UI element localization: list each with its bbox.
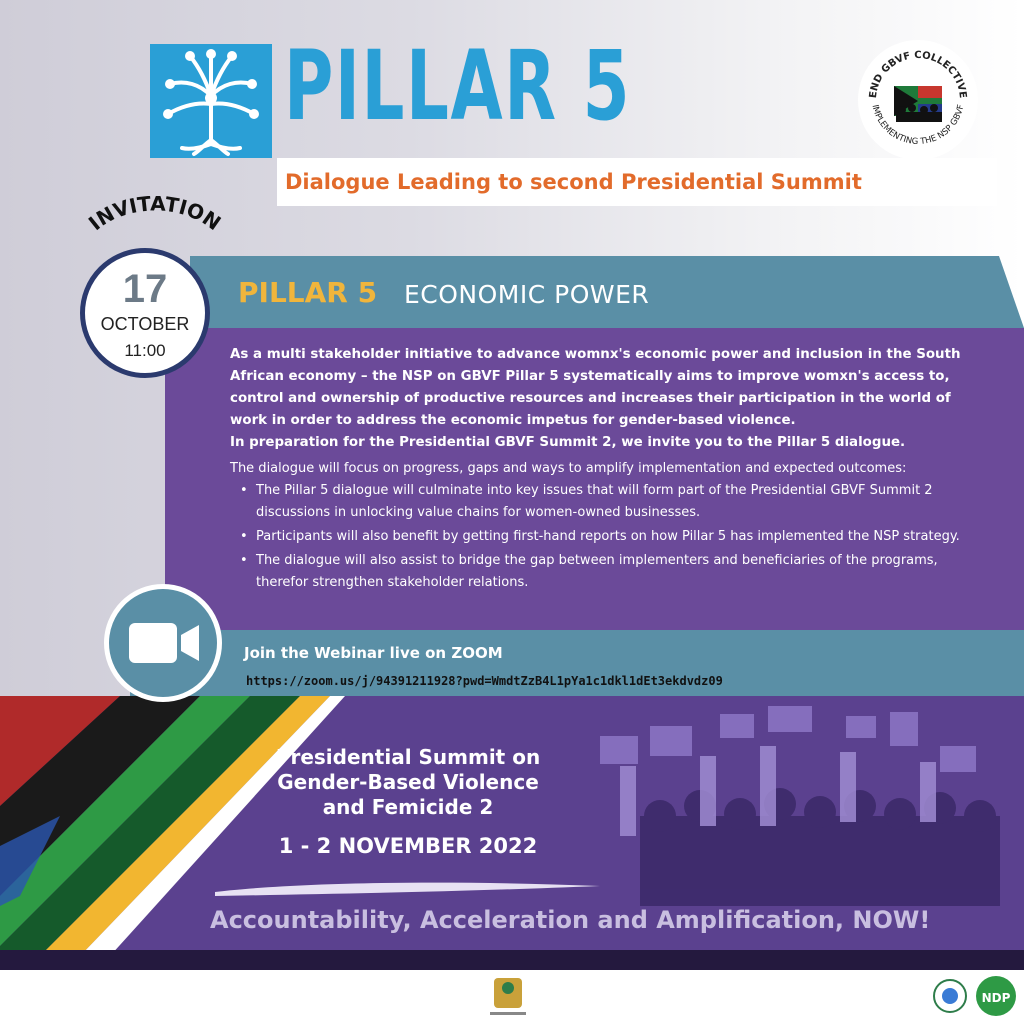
summit-title-line-1: Presidential Summit on [275,745,541,769]
divider-strip [0,950,1024,970]
zoom-badge [104,584,222,702]
event-time: 11:00 [124,341,166,360]
summit-title-line-3: and Femicide 2 [322,795,494,819]
svg-text:NDP: NDP [981,991,1011,1005]
ndp-2030-logo-icon [976,976,1016,1016]
summit-tagline: Accountability, Acceleration and Amplification, NOW! [210,906,931,934]
svg-text:END GBVF COLLECTIVE: END GBVF COLLECTIVE [867,49,969,99]
footer-logos [0,970,1024,1024]
summit-title-line-2: Gender-Based Violence [277,770,539,794]
event-month: OCTOBER [100,314,190,334]
department-seal-icon [934,980,966,1012]
end-gbvf-collective-logo [858,40,978,160]
zoom-label: Join the Webinar live on ZOOM [244,644,503,662]
svg-text:IMPLEMENTING THE NSP GBVF: IMPLEMENTING THE NSP GBVF [869,103,967,148]
list-item: • The dialogue will also assist to bridge the gap between implementers and beneficiaries of the programs, therefor strengthen stakeholder relations. [240,550,990,594]
banner-topic-label: ECONOMIC POWER [404,280,650,309]
pillar-tree-logo [150,44,272,158]
footer [0,970,1024,1024]
summit-date: 1 - 2 NOVEMBER 2022 [278,834,538,858]
page-subtitle: Dialogue Leading to second Presidential Summit [285,170,862,194]
zoom-link[interactable]: https://zoom.us/j/94391211928?pwd=WmdtZzB4L1pYa1c1dkl1dEt3ekdvdz09 [246,674,723,688]
page-title: PILLAR 5 [284,30,632,142]
outcomes-list [240,480,990,594]
list-item: • The Pillar 5 dialogue will culminate into key issues that will form part of the Presidential GBVF Summit 2 discussions in unlocking value chains for women-owned businesses. [240,480,990,524]
preparation-paragraph: In preparation for the Presidential GBVF Summit 2, we invite you to the Pillar 5 dialogue. [230,435,906,450]
event-date-badge [80,248,210,378]
list-item: • Participants will also benefit by getting first-hand reports on how Pillar 5 has implemented the NSP strategy. [240,526,990,548]
tree-icon [150,44,272,158]
video-camera-icon [109,589,217,697]
svg-text:INVITATION: INVITATION [83,196,226,236]
coat-of-arms-icon [490,978,526,1015]
focus-paragraph: The dialogue will focus on progress, gaps and ways to amplify implementation and expected outcomes: [230,461,907,476]
intro-paragraph: As a multi stakeholder initiative to advance womnx's economic power and inclusion in the South African economy – the NSP on GBVF Pillar 5 systematically aims to improve womxn's access to, control and ownership of productive resources and increases their participation in the world of work in order to address the economic impetus for gender-based violence. [230,347,961,428]
event-day: 17 [122,267,168,311]
body-text [230,344,990,596]
banner-pillar-label: PILLAR 5 [238,276,378,309]
invitation-label [70,196,240,256]
